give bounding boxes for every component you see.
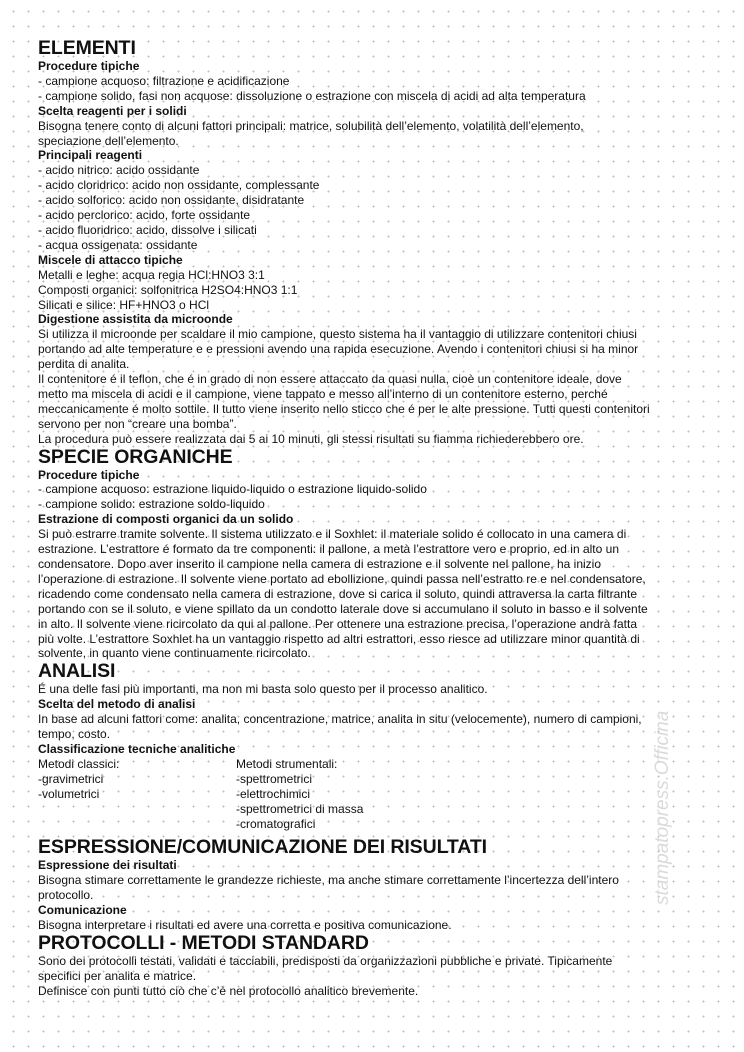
section-title: SPECIE ORGANICHE: [38, 445, 233, 468]
section-title: ESPRESSIONE/COMUNICAZIONE DEI RISULTATI: [38, 836, 487, 859]
text-line: Si utilizza il microonde per scaldare il mio campione, questo sistema ha il vantaggio di utilizzare contenitori chiusi: [38, 327, 637, 342]
section-specie-organiche: [38, 447, 708, 662]
text-line: - acido perclorico: acido, forte ossidante: [38, 208, 251, 223]
text-line: più volte. L’estrattore Soxhlet ha un vantaggio rispetto ad altri estrattori, esso riesce ad utilizzare minor quantità di: [38, 631, 640, 646]
list-item: -elettrochimici: [236, 786, 311, 801]
text-line: - acido nitrico: acido ossidante: [38, 163, 200, 178]
section-title: ANALISI: [38, 660, 116, 683]
subsection-title: Comunicazione: [38, 903, 127, 918]
text-line: Sono dei protocolli testati, validati e tacciabili, predisposti da organizzazioni pubbliche e private. Tipicamente: [38, 953, 613, 968]
text-line: metto ma miscela di acidi e il campione, viene tappato e messo all’interno di un contenitore esterno, perché: [38, 386, 608, 401]
watermark: stampatopress.Officina: [652, 710, 673, 905]
instrumental-methods-list: [236, 757, 536, 832]
text-line: tempo, costo.: [38, 727, 111, 742]
text-line: ricadendo come condensato nella camera di estrazione, dove si carica il soluto, quindi attraversa la carta filtrante: [38, 586, 637, 601]
subsection-title: Classificazione tecniche analitiche: [38, 741, 236, 756]
section-title: ELEMENTI: [38, 37, 136, 59]
subsection-title: Estrazione di composti organici da un solido: [38, 512, 294, 527]
list-item: -spettrometrici: [236, 771, 313, 786]
text-line: Bisogna stimare correttamente le grandezze richieste, ma anche stimare correttamente l’incertezza dell’intero: [38, 873, 619, 888]
list-item: Metodi classici:: [38, 756, 120, 771]
section-title: PROTOCOLLI - METODI STANDARD: [38, 931, 369, 954]
list-item: -spettrometrici di massa: [236, 801, 364, 816]
classic-methods-list: [38, 757, 236, 832]
text-line: meccanicamente é molto sottile. Il tutto viene inserito nello sticco che é per le alte pressione. Tutti questi contenitori: [38, 401, 650, 416]
list-item: -volumetrici: [38, 786, 100, 801]
text-line: solvente, in quanto viene continuamente ricircolato.: [38, 646, 311, 661]
text-line: in alto. Il solvente viene ricircolato da qui al pallone. Per ottenere una estrazione precisa, l’operazione andrà fatta: [38, 616, 638, 631]
document-page: [38, 38, 708, 999]
section-espressione: [38, 837, 708, 933]
text-line: - campione acquoso: filtrazione e acidificazione: [38, 73, 290, 88]
text-line: speciazione dell’elemento.: [38, 133, 179, 148]
text-line: La procedura può essere realizzata dai 5 ai 10 minuti, gli stessi risultati su fiamma richiederebbero ore.: [38, 431, 584, 446]
text-line: perdita di analita.: [38, 357, 130, 372]
text-line: - acido solforico: acido non ossidante, disidratante: [38, 193, 305, 208]
text-line: Bisogna tenere conto di alcuni fattori principali: matrice, solubilità dell’elemento, volatilità dell’elemento,: [38, 118, 584, 133]
text-line: Composti organici: solfonitrica H2SO4:HNO3 1:1: [38, 282, 298, 297]
text-line: portando ad alte temperature e e pressioni avendo una rapida esecuzione. Avendo i contenitori chiusi si ha minor: [38, 342, 639, 357]
methods-columns: [38, 757, 708, 832]
text-line: - acqua ossigenata: ossidante: [38, 237, 198, 252]
subsection-title: Espressione dei risultati: [38, 858, 177, 873]
list-item: -cromatografici: [236, 816, 316, 831]
text-line: - campione solido, fasi non acquose: dissoluzione o estrazione con miscela di acidi ad alta temperatura: [38, 88, 586, 103]
subsection-title: Digestione assistita da microonde: [38, 312, 233, 327]
subsection-title: Scelta del metodo di analisi: [38, 697, 196, 712]
text-line: - acido fluoridrico: acido, dissolve i silicati: [38, 222, 257, 237]
text-line: condensatore. Dopo aver inserito il campione nella camera di estrazione e il solvente nel pallone, ha inizio: [38, 557, 601, 571]
subsection-title: Miscele di attacco tipiche: [38, 252, 183, 267]
subsection-title: Scelta reagenti per i solidi: [38, 103, 187, 118]
text-line: protocollo.: [38, 888, 94, 903]
text-line: - campione solido: estrazione soldo-liquido: [38, 497, 265, 512]
text-line: Il contenitore é il teflon, che é in grado di non essere attaccato da quasi nulla, cioè un contenitore ideale, dove: [38, 372, 622, 387]
text-line: Metalli e leghe: acqua regia HCl:HNO3 3:1: [38, 267, 265, 282]
text-line: specifici per analita e matrice.: [38, 968, 197, 983]
list-item: -gravimetrici: [38, 771, 104, 786]
text-line: Bisogna interpretare i risultati ed avere una corretta e positiva comunicazione.: [38, 918, 452, 933]
text-line: Silicati e silice: HF+HNO3 o HCl: [38, 297, 210, 312]
text-line: - acido cloridrico: acido non ossidante, complessante: [38, 178, 320, 193]
text-line: servono per non “creare una bomba”.: [38, 416, 237, 431]
section-protocolli: [38, 933, 708, 999]
text-line: estrazione. L’estrattore é formato da tre componenti: il pallone, a metà l’estrattore vero e proprio, ed in alto un: [38, 542, 619, 557]
section-analisi: [38, 661, 708, 831]
text-line: Si può estrarre tramite solvente. Il sistema utilizzato e il Soxhlet: il materiale solido é collocato in una camera di: [38, 527, 627, 542]
text-line: l’operazione di estrazione. Il solvente viene portato ad ebollizione, quindi passa nell’estratto re e nel condensatore,: [38, 571, 646, 586]
text-line: In base ad alcuni fattori come: analita, concentrazione, matrice, analita in situ (velocemente), numero di campioni,: [38, 712, 642, 727]
list-item: Metodi strumentali:: [236, 756, 338, 771]
text-line: É una delle fasi più importanti, ma non mi basta solo questo per il processo analitico.: [38, 682, 488, 697]
subsection-title: Procedure tipiche: [38, 59, 140, 73]
section-elementi: [38, 38, 708, 447]
subsection-title: Procedure tipiche: [38, 467, 140, 482]
text-line: Definisce con punti tutto ciò che c’è nel protocollo analitico brevemente.: [38, 983, 419, 998]
text-line: - campione acquoso: estrazione liquido-liquido o estrazione liquido-solido: [38, 482, 427, 497]
text-line: portando con se il soluto, e viene spillato da un condotto laterale dove si accumulano il soluto in basso e il solvente: [38, 601, 648, 616]
subsection-title: Principali reagenti: [38, 148, 143, 163]
